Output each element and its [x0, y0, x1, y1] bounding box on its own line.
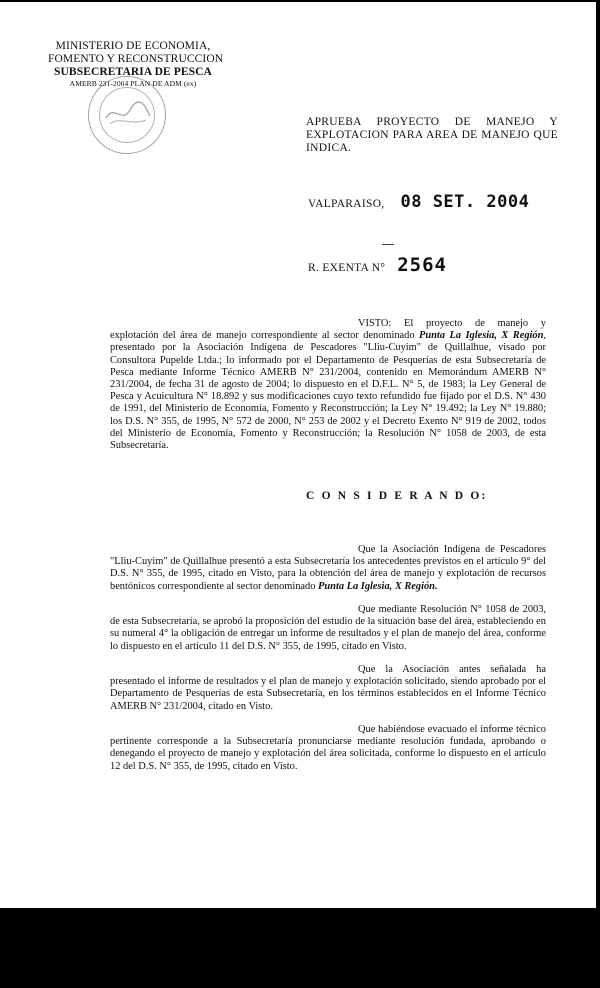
visto-text-1: El proyecto de manejo y explotación del área de manejo correspondiente al sector denominado	[110, 318, 547, 342]
considerando-paragraph-3	[110, 664, 546, 713]
header-reference: AMERB 231-2004 PLAN DE ADM (ex)	[69, 79, 197, 88]
resolution-number-label: R. EXENTA N°	[308, 262, 386, 274]
scan-bottom-border	[0, 908, 600, 988]
visto-sector: Punta La Iglesia, X Región	[419, 330, 544, 342]
visto-paragraph	[110, 318, 546, 452]
considerando-paragraph-2	[110, 604, 546, 653]
header-subsecretaria: SUBSECRETARIA DE PESCA	[54, 66, 212, 78]
place-date-row	[308, 192, 529, 212]
resolution-number-stamp: 2564	[397, 254, 447, 276]
considerando-2-text: Que mediante Resolución N° 1058 de 2003, de esta Subsecretaría, se aprobó la proposición del estudio de la situación base del área, estableciendo en su numeral 4° la obligación de entregar un informe de resultados y el plan de manejo del área, conforme lo dispuesto en el artículo 11 del D.S. N° 355, de 1995, citado en Visto.	[110, 604, 546, 652]
header-ministry: MINISTERIO DE ECONOMIA,	[55, 40, 211, 52]
resolution-subject: APRUEBA PROYECTO DE MANEJO Y EXPLOTACION PARA AREA DE MANEJO QUE INDICA.	[306, 116, 558, 154]
visto-text-2: , presentado por la Asociación Indígena de Pescadores "Lliu-Cuyim" de Quillalhue, visado por Consultora Pupelde Ltda.; lo informado por el Departamento de Pesquerías de esta Subsecretaría de Pesca mediante Informe Técnico AMERB N° 231/2004, contenido en Memorándum AMERB N° 231/2004, de fecha 31 de agosto de 2004; lo dispuesto en el D.F.L. N° 5, de 1983; la Ley General de Pesca y Acuicultura N° 18.892 y sus modificaciones cuyo texto refundido fue fijado por el D.S. N° 430 de 1991, del Ministerio de Economía, Fomento y Reconstrucción; la Ley N° 19.492; la Ley N° 19.880; los D.S. N° 355, de 1995, N° 572 de 2000, N° 253 de 2002 y el Decreto Exento N° 919 de 2002, todos del Ministerio de Economía, Fomento y Reconstrucción; la Resolución N° 1058 de 2003, de esta Subsecretaría.	[110, 330, 546, 452]
date-stamp: 08 SET. 2004	[400, 192, 530, 212]
resolution-number-row	[308, 254, 447, 276]
header-department: FOMENTO Y RECONSTRUCCION	[48, 53, 224, 65]
stamp-dash-mark	[382, 244, 394, 245]
considerando-1-text: Que la Asociación Indígena de Pescadores "Lliu-Cuyim" de Quillalhue presentó a esta Subsecretaría los antecedentes previstos en el artículo 9° del D.S. N° 355, de 1995, citado en Visto, para la obtención del área de manejo y explotación de recursos bentónicos correspondiente al sector denominado	[110, 544, 546, 592]
visto-label: VISTO:	[358, 318, 392, 329]
considerando-paragraph-4	[110, 724, 546, 773]
scan-right-edge	[596, 0, 600, 908]
considerando-1-sector: Punta La Iglesia, X Región.	[318, 580, 438, 592]
considerando-3-text: Que la Asociación antes señalada ha presentado el informe de resultados y el plan de manejo y explotación solicitado, siendo aprobado por el Departamento de Pesquerías de esta Subsecretaría, en los términos establecidos en el Informe Técnico AMERB N° 231/2004, citado en Visto.	[110, 664, 546, 712]
considerando-heading: C O N S I D E R A N D O:	[306, 490, 488, 502]
scan-top-edge	[0, 0, 600, 2]
signature-scribble-icon	[104, 98, 152, 128]
ministry-header	[48, 40, 224, 89]
place-label: VALPARAISO,	[308, 198, 385, 210]
considerando-4-text: Que habiéndose evacuado el informe técnico pertinente corresponde a la Subsecretaría pronunciarse mediante resolución fundada, aprobando o denegando el proyecto de manejo y explotación del área solicitada, conforme lo dispuesto en el artículo 12 del D.S. N° 355, de 1995, citado en Visto.	[110, 724, 546, 772]
considerando-paragraph-1	[110, 544, 546, 593]
